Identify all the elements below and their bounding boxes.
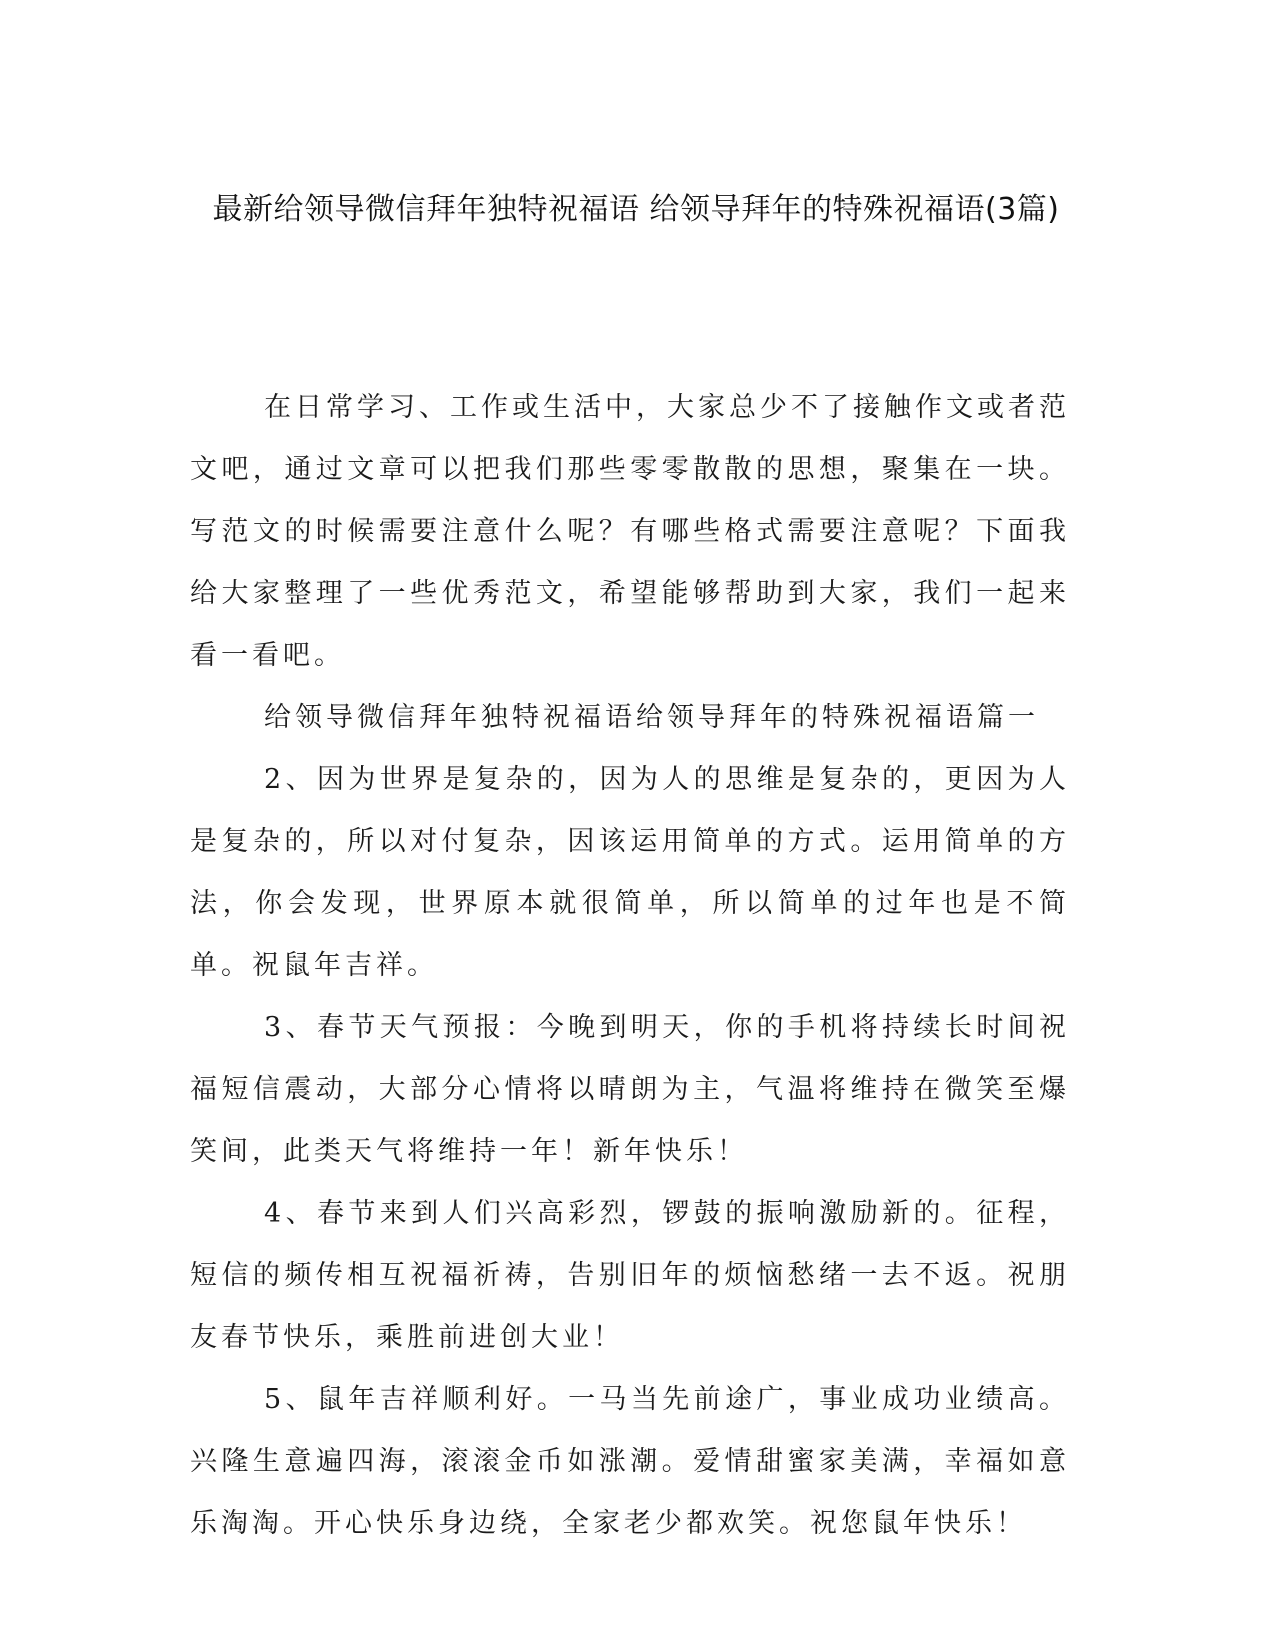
intro-paragraph: 在日常学习、工作或生活中，大家总少不了接触作文或者范文吧，通过文章可以把我们那些零零散散的思想，聚集在一块。写范文的时候需要注意什么呢？有哪些格式需要注意呢？下面我给大家整理了一些优秀范文，希望能够帮助到大家，我们一起来看一看吧。 [190,392,1070,671]
greeting-item-5: 5、鼠年吉祥顺利好。一马当先前途广，事业成功业绩高。兴隆生意遍四海，滚滚金币如涨潮。爱情甜蜜家美满，幸福如意乐淘淘。开心快乐身边绕，全家老少都欢笑。祝您鼠年快乐！ [190,1384,1070,1539]
greeting-item-3: 3、春节天气预报：今晚到明天，你的手机将持续长时间祝福短信震动，大部分心情将以晴朗为主，气温将维持在微笑至爆笑间，此类天气将维持一年！新年快乐！ [190,1012,1070,1167]
document-body [190,377,1070,1555]
greeting-item-4: 4、春节来到人们兴高彩烈，锣鼓的振响激励新的。征程，短信的频传相互祝福祈祷，告别旧年的烦恼愁绪一去不返。祝朋友春节快乐，乘胜前进创大业！ [190,1198,1070,1353]
document-title: 最新给领导微信拜年独特祝福语 给领导拜年的特殊祝福语(3篇) [212,192,1060,227]
section-heading: 给领导微信拜年独特祝福语给领导拜年的特殊祝福语篇一 [264,702,1039,733]
greeting-item-2: 2、因为世界是复杂的，因为人的思维是复杂的，更因为人是复杂的，所以对付复杂，因该运用简单的方式。运用简单的方法，你会发现，世界原本就很简单，所以简单的过年也是不简单。祝鼠年吉祥。 [190,764,1070,981]
